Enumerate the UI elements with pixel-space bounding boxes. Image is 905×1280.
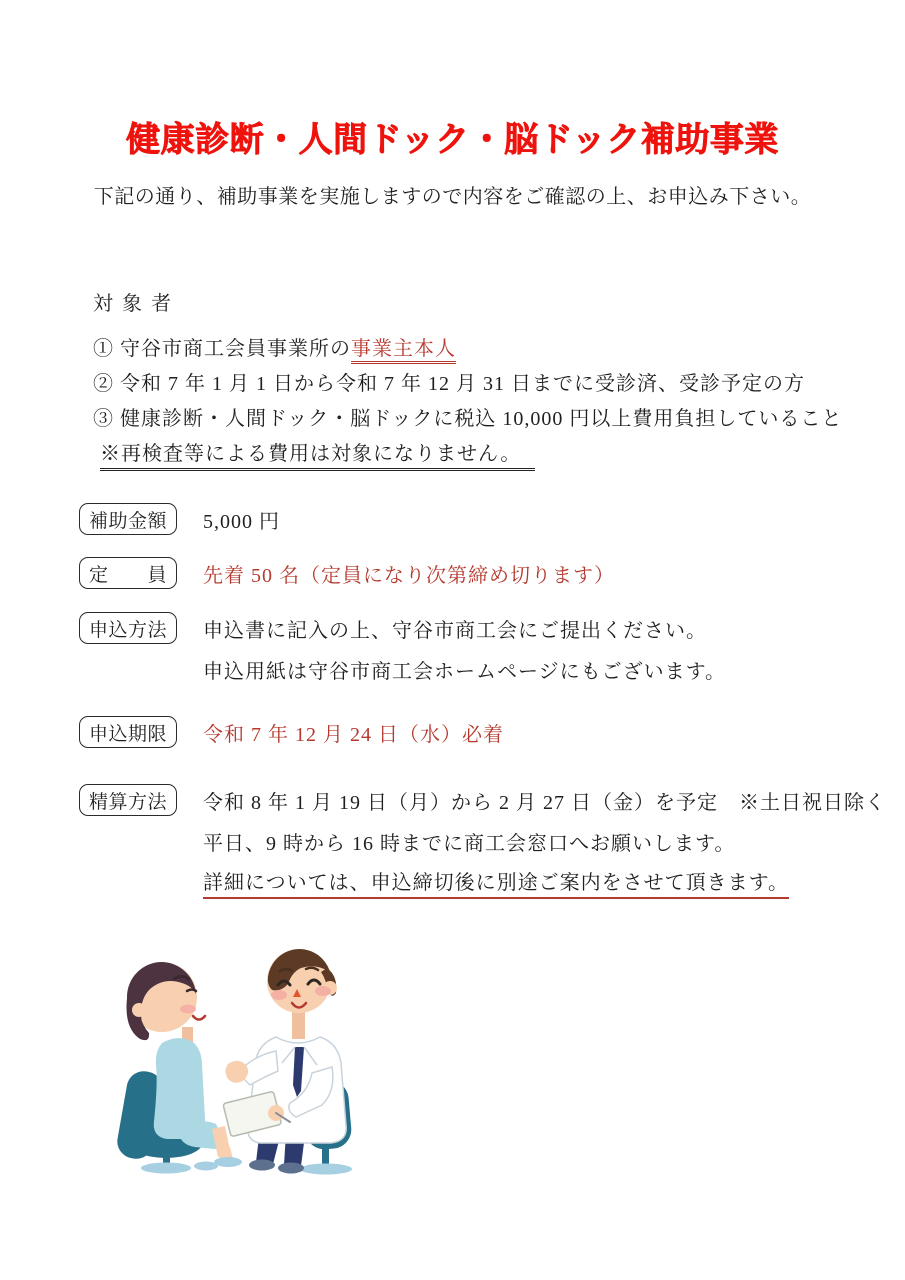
eligibility-item-3: ③ 健康診断・人間ドック・脳ドックに税込 10,000 円以上費用負担していること — [93, 408, 843, 430]
row-capacity — [79, 557, 615, 598]
row-label: 申込期限 — [88, 723, 167, 745]
row-label: 申込方法 — [88, 619, 167, 641]
row-content — [203, 716, 504, 757]
row-label: 精算方法 — [88, 791, 167, 813]
eligibility-item-1-highlight: 事業主本人 — [351, 338, 456, 364]
row-label-box — [79, 716, 177, 748]
row-line: 令和 7 年 12 月 24 日（水）必着 — [203, 723, 504, 746]
row-subsidy-amount — [79, 503, 280, 544]
row-label-box — [79, 784, 177, 816]
row-application-deadline — [79, 716, 504, 757]
row-line: 5,000 円 — [203, 510, 280, 533]
row-label: 補助金額 — [88, 510, 167, 532]
row-label-box — [79, 612, 177, 644]
page-subtitle: 下記の通り、補助事業を実施しますので内容をご確認の上、お申込み下さい。 — [93, 186, 812, 208]
row-content — [203, 503, 280, 544]
row-label: 定 員 — [88, 564, 167, 586]
row-content — [203, 557, 615, 598]
row-settlement-method — [79, 784, 886, 908]
eligibility-note — [100, 437, 535, 471]
eligibility-note-text: ※再検査等による費用は対象になりません。 — [100, 437, 535, 471]
eligibility-item-1 — [93, 332, 456, 361]
eligibility-heading: 対 象 者 — [93, 293, 173, 315]
doctor-consultation-illustration — [100, 933, 395, 1181]
row-line: 申込用紙は守谷市商工会ホームページにもございます。 — [203, 660, 726, 683]
doctor-consultation-svg — [100, 933, 395, 1181]
row-line: 令和 8 年 1 月 19 日（月）から 2 月 27 日（金）を予定 ※土日祝日除く — [203, 791, 886, 814]
row-line: 先着 50 名（定員になり次第締め切ります） — [203, 564, 615, 587]
row-line-underlined: 詳細については、申込締切後に別途ご案内をさせて頂きます。 — [203, 866, 789, 899]
row-content — [203, 612, 726, 694]
eligibility-item-1-prefix: ① 守谷市商工会員事業所の — [93, 338, 351, 360]
page-title: 健康診断・人間ドック・脳ドック補助事業 — [126, 121, 779, 159]
row-label-box — [79, 503, 177, 535]
doctor-figure — [223, 949, 346, 1174]
row-content — [203, 784, 886, 908]
row-line — [203, 866, 886, 899]
eligibility-item-2: ② 令和 7 年 1 月 1 日から令和 7 年 12 月 31 日までに受診済、受診予定の方 — [93, 373, 805, 395]
row-application-method — [79, 612, 726, 694]
row-line: 申込書に記入の上、守谷市商工会にご提出ください。 — [203, 619, 707, 642]
row-label-box — [79, 557, 177, 589]
row-line: 平日、9 時から 16 時までに商工会窓口へお願いします。 — [203, 832, 736, 855]
